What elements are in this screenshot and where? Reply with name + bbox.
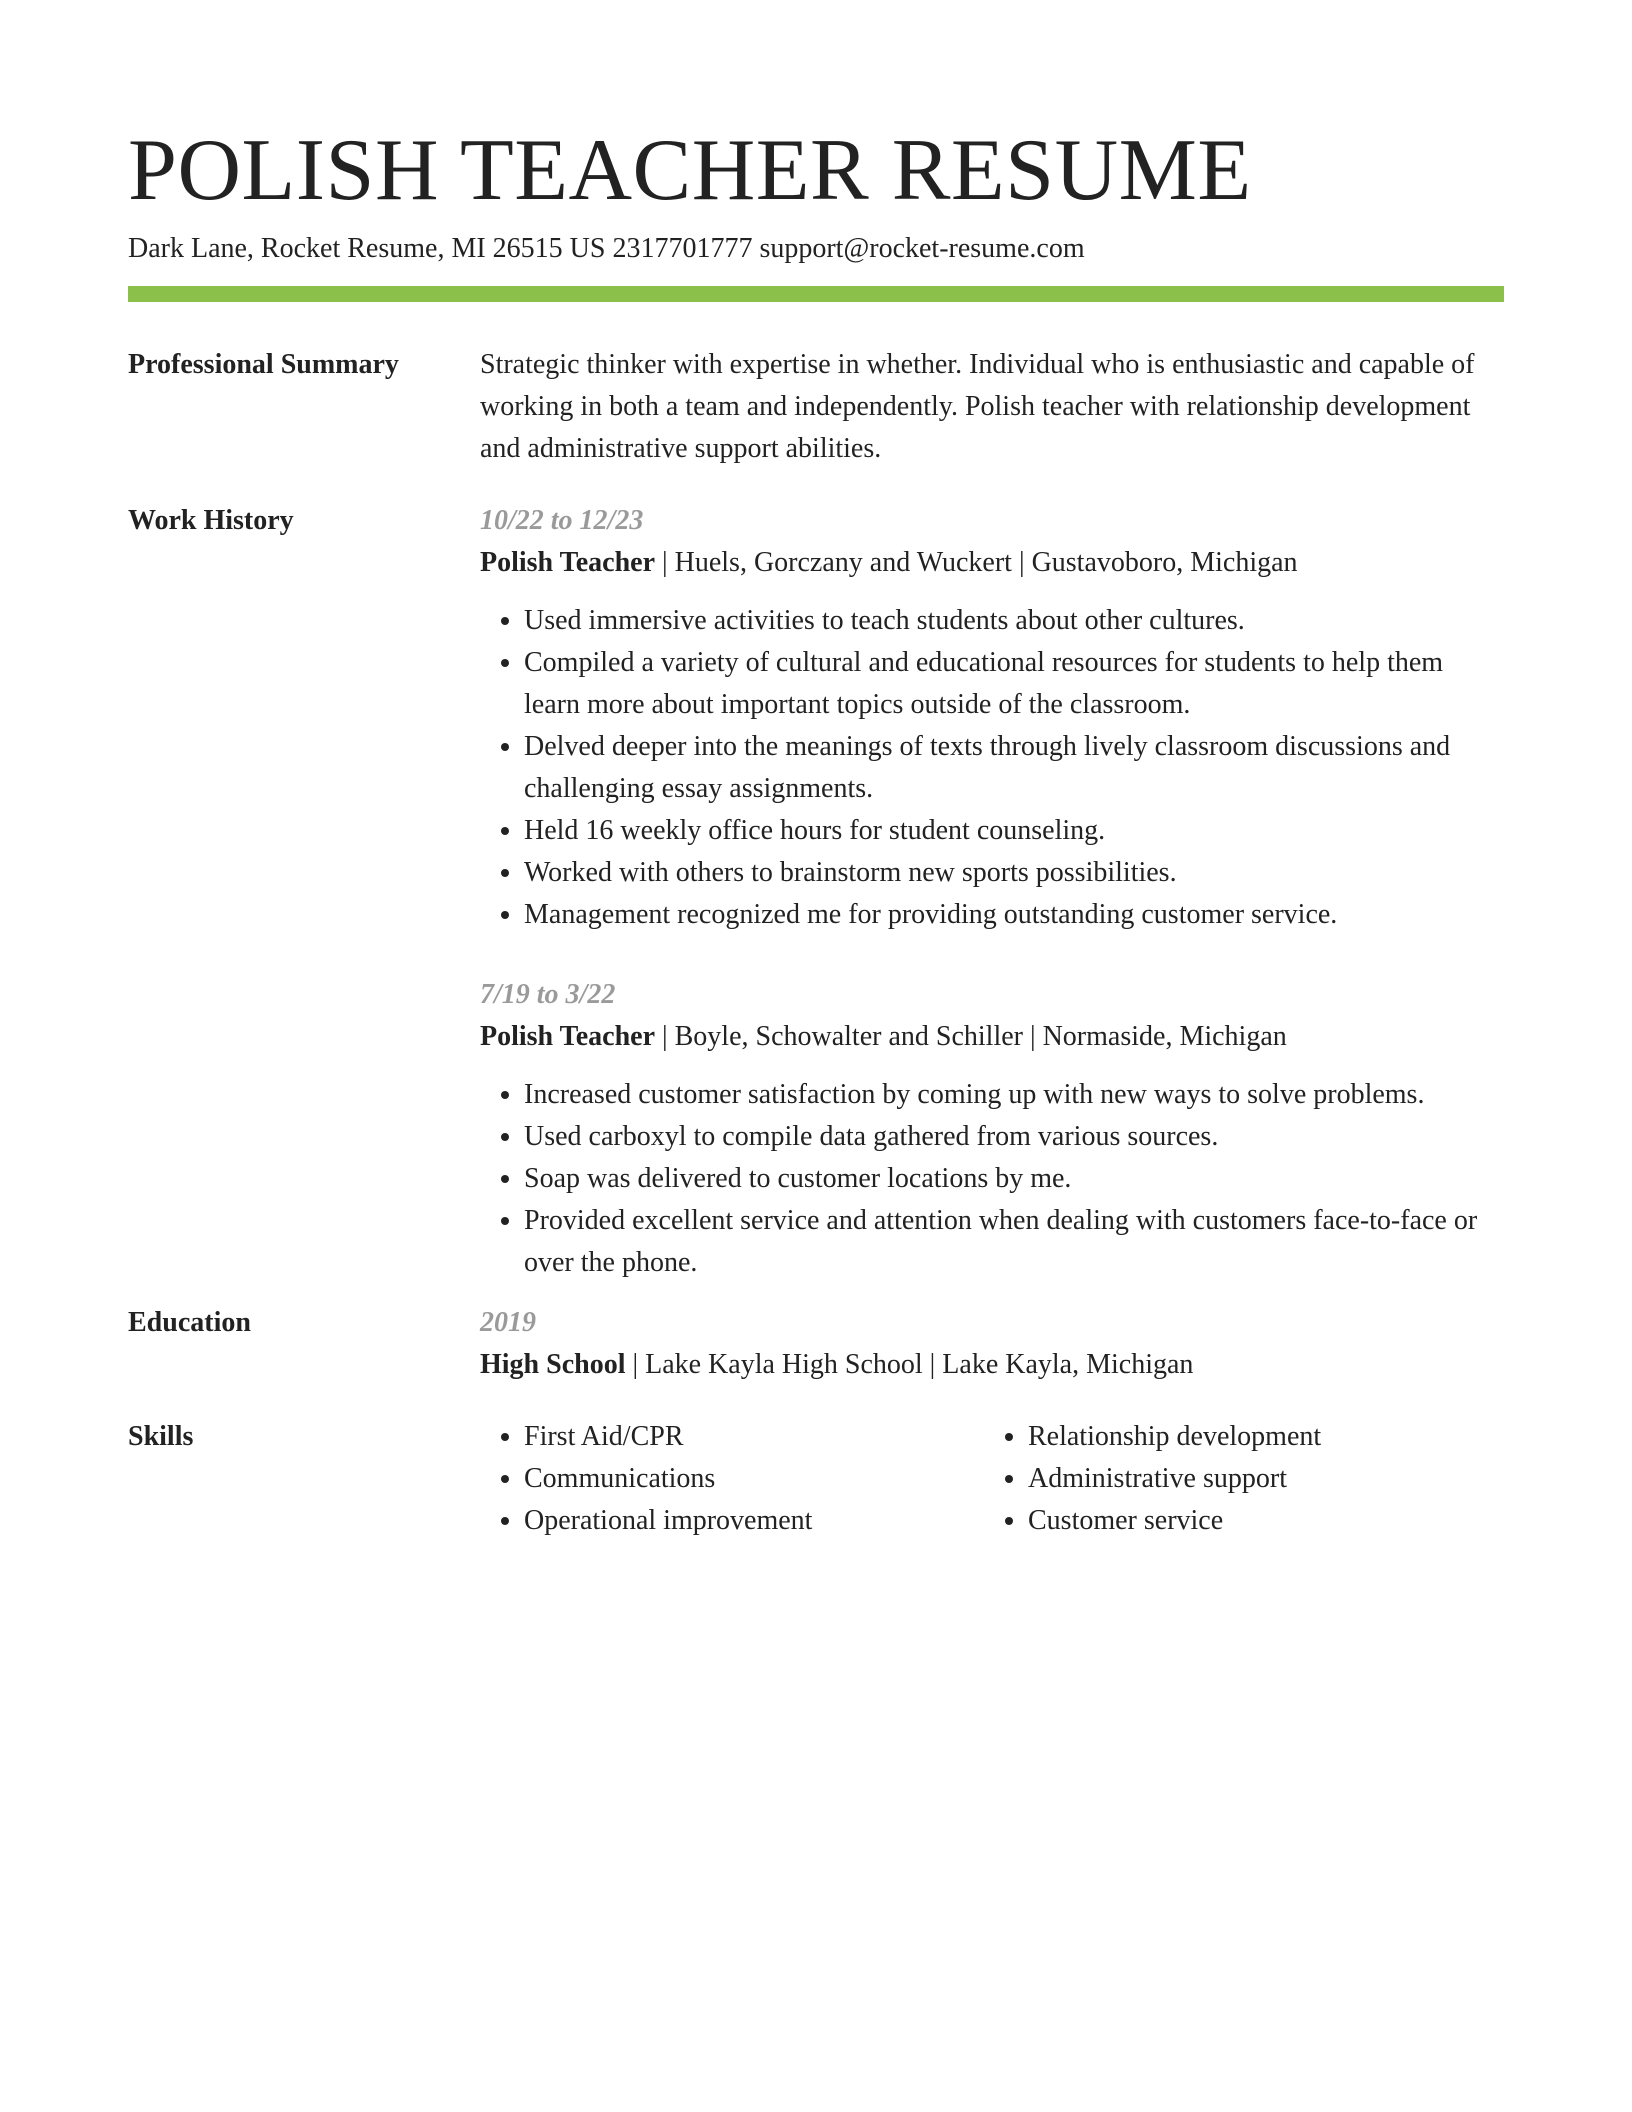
- skills-heading: Skills: [128, 1421, 194, 1452]
- job-entry: [480, 500, 1504, 936]
- job-details: | Boyle, Schowalter and Schiller | Normaside, Michigan: [655, 1021, 1287, 1052]
- contact-line: Dark Lane, Rocket Resume, MI 26515 US 2317701777 support@rocket-resume.com: [128, 233, 1085, 264]
- summary-heading: Professional Summary: [128, 349, 399, 380]
- skill-item: • Administrative support: [1028, 1458, 1488, 1500]
- job-title: Polish Teacher: [480, 547, 656, 578]
- job-bullet: • Increased customer satisfaction by coming up with new ways to solve problems.: [524, 1074, 1504, 1116]
- skill-item: • Communications: [524, 1458, 984, 1500]
- education-body: [480, 1302, 1504, 1386]
- skill-item: • Relationship development: [1028, 1416, 1488, 1458]
- skills-column-right: [984, 1416, 1488, 1542]
- job-bullet: • Management recognized me for providing outstanding customer service.: [524, 894, 1504, 936]
- job-bullet: • Worked with others to brainstorm new sports possibilities.: [524, 852, 1504, 894]
- job-title: Polish Teacher: [480, 1021, 656, 1052]
- job-heading: [480, 542, 1504, 584]
- education-degree: High School: [480, 1349, 626, 1380]
- summary-text: Strategic thinker with expertise in whether. Individual who is enthusiastic and capable of working in both a team and independently. Polish teacher with relationship development and administrative support abilities.: [480, 349, 1475, 464]
- skill-item: • Operational improvement: [524, 1500, 984, 1542]
- skills-list: [984, 1416, 1488, 1542]
- skills-columns: [480, 1416, 1504, 1542]
- education-line: [480, 1344, 1504, 1386]
- job-entry: [480, 974, 1504, 1284]
- job-heading: [480, 1016, 1504, 1058]
- summary-body: [480, 344, 1504, 470]
- skills-column-left: [480, 1416, 984, 1542]
- skills-body: [480, 1416, 1504, 1542]
- education-details: | Lake Kayla High School | Lake Kayla, Michigan: [625, 1349, 1194, 1380]
- job-bullets: [480, 600, 1504, 936]
- education-heading: Education: [128, 1307, 251, 1338]
- work-history-heading: Work History: [128, 505, 294, 536]
- job-bullet: • Provided excellent service and attention when dealing with customers face-to-face or over the phone.: [524, 1200, 1504, 1284]
- job-dates: 10/22 to 12/23: [480, 505, 644, 536]
- job-bullets: [480, 1074, 1504, 1284]
- job-bullet: • Compiled a variety of cultural and educational resources for students to help them learn more about important topics outside of the classroom.: [524, 642, 1504, 726]
- job-bullet: • Delved deeper into the meanings of texts through lively classroom discussions and challenging essay assignments.: [524, 726, 1504, 810]
- job-bullet: • Held 16 weekly office hours for student counseling.: [524, 810, 1504, 852]
- resume-title: POLISH TEACHER RESUME: [128, 122, 1252, 219]
- job-bullet: • Used carboxyl to compile data gathered from various sources.: [524, 1116, 1504, 1158]
- job-bullet: • Used immersive activities to teach students about other cultures.: [524, 600, 1504, 642]
- job-bullet: • Soap was delivered to customer locations by me.: [524, 1158, 1504, 1200]
- skill-item: • First Aid/CPR: [524, 1416, 984, 1458]
- job-dates: 7/19 to 3/22: [480, 979, 616, 1010]
- skill-item: • Customer service: [1028, 1500, 1488, 1542]
- job-details: | Huels, Gorczany and Wuckert | Gustavoboro, Michigan: [655, 547, 1298, 578]
- skills-list: [480, 1416, 984, 1542]
- accent-divider: [128, 286, 1504, 302]
- work-history-body: [480, 500, 1504, 1284]
- education-year: 2019: [480, 1307, 536, 1338]
